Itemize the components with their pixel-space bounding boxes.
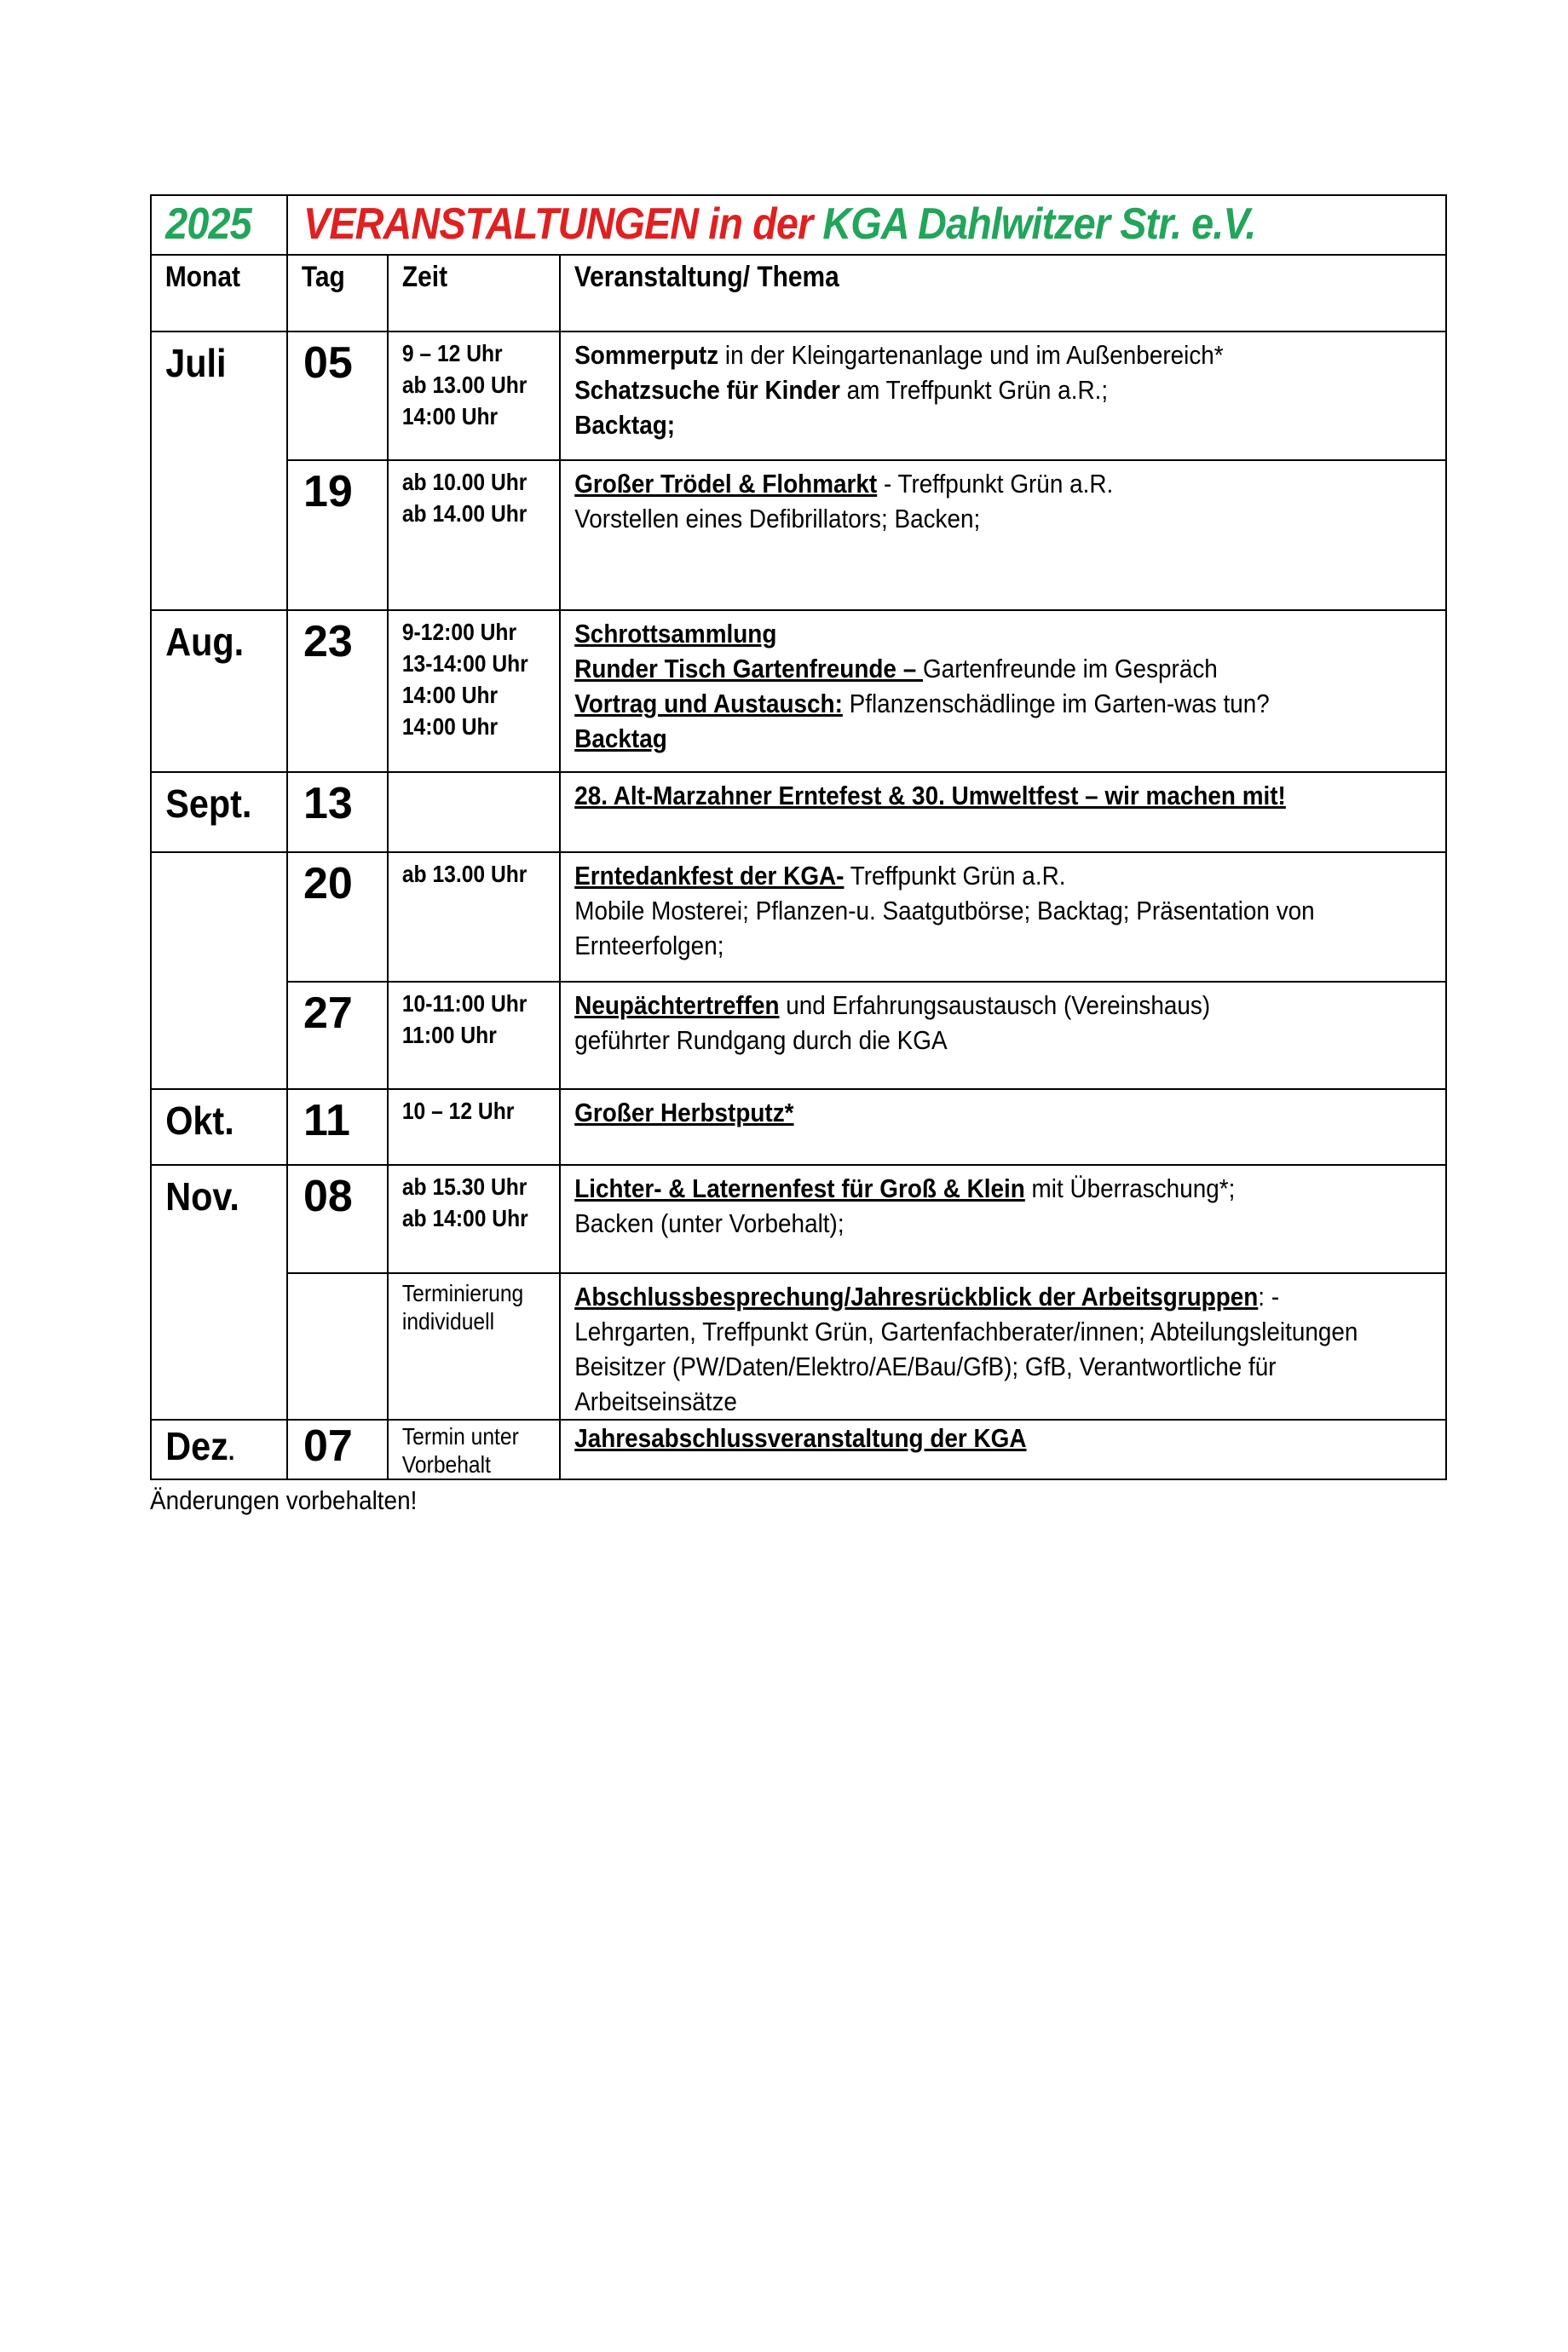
time-cell [388,1420,560,1479]
title-part-red: VERANSTALTUNGEN in der [303,199,823,249]
page-title [288,196,1329,252]
header-month [151,255,287,331]
event-detail: Gartenfreunde im Gespräch [922,654,1218,683]
event-title: Abschlussbesprechung/Jahresrückblick der Arbeitsgruppen [574,1282,1259,1311]
time-list [389,1421,539,1479]
month-text: Dez [165,1424,228,1468]
title-part-green: KGA Dahlwitzer Str. e.V. [822,199,1256,249]
header-month-label: Monat [164,261,240,293]
time-cell [388,610,560,772]
day-label: 08 [303,1172,353,1221]
month-label [152,1421,273,1478]
month-cell [151,1089,287,1165]
event-detail: mit Überraschung*; [1024,1173,1236,1203]
table-row [151,460,1446,610]
title-year-cell [151,195,287,255]
header-time-label: Zeit [401,261,448,293]
day-cell [287,610,388,772]
header-time [388,255,560,331]
event-title: Jahresabschlussveranstaltung der KGA [574,1423,1027,1453]
day-label: 11 [303,1096,350,1145]
event-text [561,461,1433,536]
event-cell [560,1273,1446,1420]
table-row [151,610,1446,772]
table-row [151,772,1446,852]
day-label: 27 [303,989,353,1038]
event-cell [560,460,1446,610]
month-label: Sept. [165,781,252,826]
time-list [389,332,539,432]
time-list [389,853,539,890]
event-detail: am Treffpunkt Grün a.R.; [839,375,1109,405]
month-label: Juli [165,341,227,385]
month-cell [151,772,287,852]
event-title: Großer Herbstputz* [574,1098,794,1127]
time-cell [388,1089,560,1165]
event-detail: - Treffpunkt Grün a.R. [877,469,1114,499]
month-cell [151,331,287,610]
day-label: 05 [303,338,353,388]
time-entry: 10 – 12 Uhr [401,1098,515,1124]
event-title: Runder Tisch Gartenfreunde – [574,654,923,683]
time-entry: ab 10.00 Uhr [401,469,527,495]
table-row [151,331,1446,460]
time-entry: 14:00 Uhr [401,713,499,740]
event-title: Großer Trödel & Flohmarkt [574,469,878,499]
event-cell [560,1420,1446,1479]
day-cell [287,982,388,1089]
event-cell [560,982,1446,1089]
title-row [151,195,1446,255]
event-detail: Mobile Mosterei; Pflanzen-u. Saatgutbörse; Backtag; Präsentation von [574,896,1315,925]
event-cell [560,852,1446,982]
day-cell [287,1089,388,1165]
event-title: Backtag; [574,410,676,440]
time-entry: ab 14.00 Uhr [401,500,527,527]
time-entry: 9-12:00 Uhr [401,619,517,645]
event-text [561,1421,1433,1456]
time-list [389,611,539,742]
time-cell [388,772,560,852]
time-entry: individuell [401,1308,495,1335]
document-page [150,194,1445,1518]
event-text [561,611,1433,756]
time-entry: ab 13.00 Uhr [401,861,527,887]
event-text [561,332,1433,442]
event-detail: Backen (unter Vorbehalt); [574,1208,845,1238]
event-text [561,983,1433,1058]
time-entry: 14:00 Uhr [401,403,499,429]
event-text [561,1090,1433,1130]
time-entry: 11:00 Uhr [401,1022,497,1048]
event-detail: Pflanzenschädlinge im Garten-was tun? [842,689,1270,718]
table-row [151,1273,1446,1420]
time-entry: ab 15.30 Uhr [401,1173,527,1200]
table-row [151,1420,1446,1479]
table-row [151,1089,1446,1165]
time-cell [388,982,560,1089]
time-list [389,1090,539,1127]
time-entry: ab 13.00 Uhr [401,372,527,398]
event-detail: Beisitzer (PW/Daten/Elektro/AE/Bau/GfB); GfB, Verantwortliche für [574,1352,1277,1381]
month-label: Aug. [165,620,245,664]
header-row [151,255,1446,331]
event-text [561,1166,1433,1241]
time-entry: 10-11:00 Uhr [401,990,527,1017]
time-cell [388,1273,560,1420]
month-cell [151,1420,287,1479]
day-label: 20 [303,859,353,908]
event-title: Schrottsammlung [574,619,777,649]
event-cell [560,1089,1446,1165]
table-row [151,852,1446,982]
event-detail: Lehrgarten, Treffpunkt Grün, Gartenfachberater/innen; Abteilungsleitungen [574,1317,1358,1346]
event-title: Vortrag und Austausch: [574,689,843,718]
events-table [150,194,1447,1480]
day-cell [287,1420,388,1479]
event-detail: : - [1258,1282,1280,1311]
event-text [561,853,1433,963]
event-text [561,1274,1433,1419]
event-detail: geführter Rundgang durch die KGA [574,1025,948,1055]
event-title: 28. Alt-Marzahner Erntefest & 30. Umweltfest – wir machen mit! [574,781,1286,810]
time-entry: ab 14:00 Uhr [401,1205,528,1231]
day-label: 07 [303,1421,353,1471]
time-entry: Termin unter [401,1423,519,1450]
header-event [560,255,1446,331]
month-cell [151,852,287,1089]
day-cell [287,772,388,852]
event-cell [560,610,1446,772]
header-day [287,255,388,331]
event-title: Schatzsuche für Kinder [574,375,840,405]
event-detail: Ernteerfolgen; [574,931,724,960]
day-label: 19 [303,467,353,516]
event-detail: in der Kleingartenanlage und im Außenbereich* [718,340,1224,370]
day-cell [287,1273,388,1420]
event-detail: und Erfahrungsaustausch (Vereinshaus) [779,990,1211,1020]
day-cell [287,331,388,460]
time-cell [388,331,560,460]
event-title: Erntedankfest der KGA- [574,861,845,891]
event-cell [560,772,1446,852]
title-cell [287,195,1446,255]
header-event-label: Veranstaltung/ Thema [574,261,839,293]
table-row [151,982,1446,1089]
month-suffix: . [228,1438,235,1466]
month-label: Okt. [165,1098,234,1143]
day-cell [287,1165,388,1273]
day-cell [287,460,388,610]
day-cell [287,852,388,982]
time-entry: Vorbehalt [401,1451,491,1478]
event-title: Neupächtertreffen [574,990,780,1020]
month-cell [151,1165,287,1420]
time-entry: Terminierung [401,1280,524,1306]
time-list [389,461,539,529]
event-cell [560,331,1446,460]
event-detail: Treffpunkt Grün a.R. [844,861,1066,891]
header-day-label: Tag [301,261,345,293]
month-label: Nov. [165,1174,239,1219]
event-cell [560,1165,1446,1273]
event-title: Lichter- & Laternenfest für Groß & Klein [574,1173,1025,1203]
time-list [389,1166,539,1234]
table-row [151,1165,1446,1273]
time-list [389,1274,539,1335]
footnote: Änderungen vorbehalten! [150,1485,418,1515]
title-year: 2025 [165,199,251,249]
time-cell [388,1165,560,1273]
event-text [561,773,1433,813]
time-list [389,983,539,1051]
event-detail: Vorstellen eines Defibrillators; Backen; [574,504,981,533]
time-entry: 14:00 Uhr [401,682,499,708]
event-detail: Arbeitseinsätze [574,1386,737,1416]
event-title: Backtag [574,723,667,753]
time-entry: 13-14:00 Uhr [401,650,528,677]
day-label: 13 [303,779,353,828]
month-cell [151,610,287,772]
time-cell [388,852,560,982]
time-entry: 9 – 12 Uhr [401,340,503,366]
event-title: Sommerputz [574,340,719,370]
day-label: 23 [303,617,353,666]
time-cell [388,460,560,610]
